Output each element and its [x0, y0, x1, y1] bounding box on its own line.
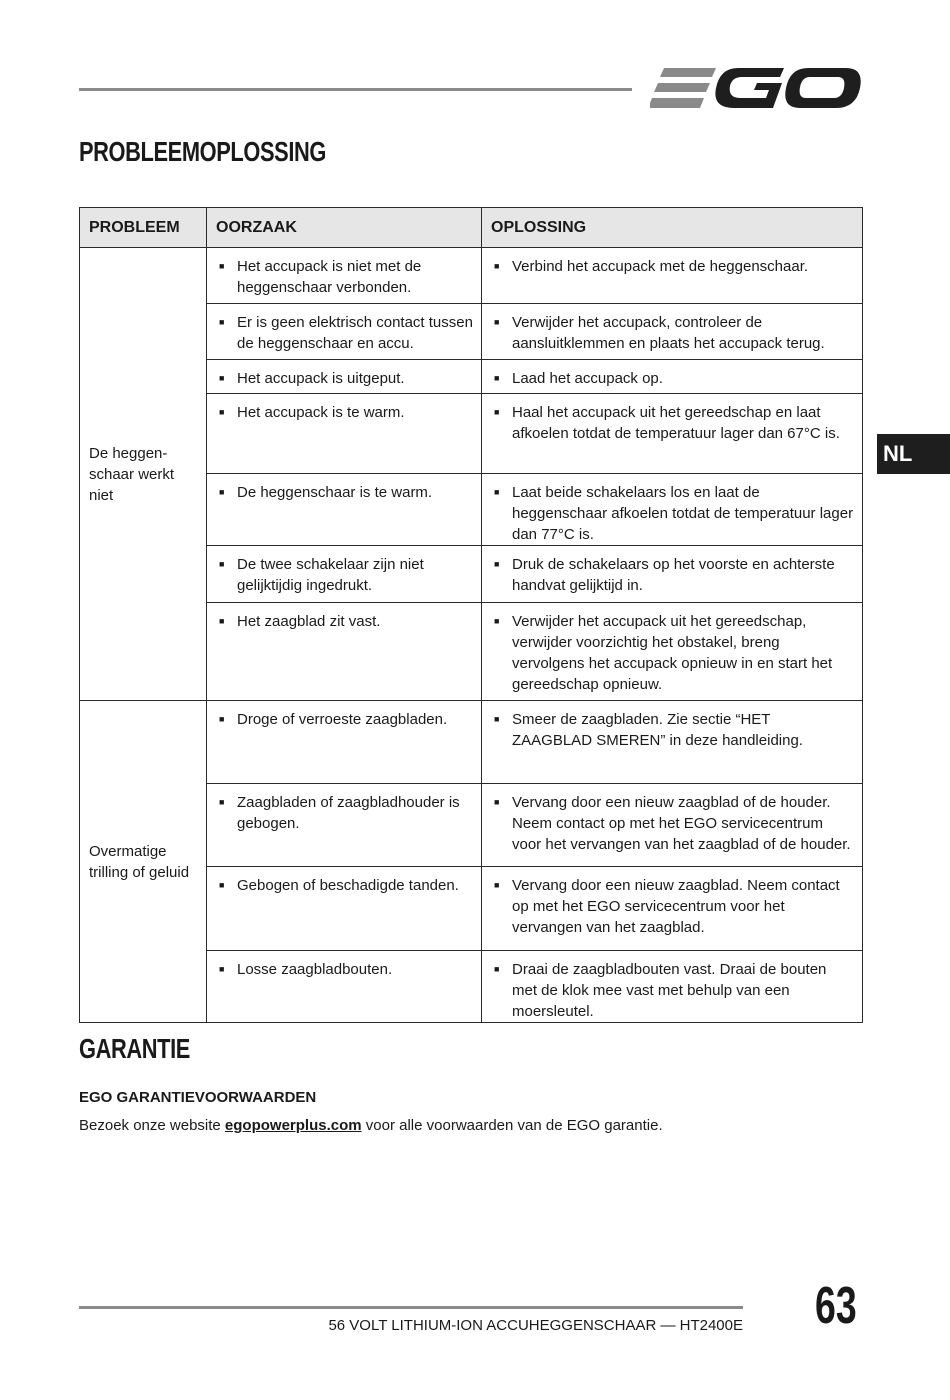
cause-text: Er is geen elektrisch contact tussen de heggenschaar en accu.	[237, 314, 473, 352]
header-solution: OPLOSSING	[482, 208, 863, 248]
cause-cell	[207, 603, 482, 701]
solution-cell	[482, 951, 863, 1023]
bullet-icon: ■	[494, 373, 500, 383]
bullet-icon: ■	[219, 797, 225, 807]
bullet-icon: ■	[219, 373, 225, 383]
bullet-icon: ■	[494, 616, 500, 626]
solution-cell	[482, 360, 863, 394]
solution-cell	[482, 474, 863, 546]
solution-text: Vervang door een nieuw zaagblad of de houder. Neem contact op met het EGO servicecentrum voor het vervangen van het zaagblad of de houder.	[512, 794, 851, 853]
cause-cell	[207, 546, 482, 603]
language-tab: NL	[877, 434, 950, 474]
solution-text: Smeer de zaagbladen. Zie sectie “HET ZAAGBLAD SMEREN” in deze handleiding.	[512, 711, 803, 749]
cause-cell	[207, 304, 482, 360]
ego-logo	[650, 62, 862, 114]
cause-cell	[207, 474, 482, 546]
warranty-text-after: voor alle voorwaarden van de EGO garantie.	[361, 1117, 663, 1134]
header-rule	[79, 88, 632, 91]
cause-text: Het zaagblad zit vast.	[237, 613, 381, 630]
solution-text: Verwijder het accupack, controleer de aansluitklemmen en plaats het accupack terug.	[512, 314, 825, 352]
cause-cell	[207, 951, 482, 1023]
solution-text: Haal het accupack uit het gereedschap en laat afkoelen totdat de temperatuur lager dan 67°C is.	[512, 404, 840, 442]
bullet-icon: ■	[494, 559, 500, 569]
warranty-paragraph	[79, 1117, 663, 1134]
solution-cell	[482, 546, 863, 603]
cause-cell	[207, 784, 482, 867]
troubleshooting-title: PROBLEEMOPLOSSING	[79, 136, 326, 167]
cause-text: Het accupack is niet met de heggenschaar verbonden.	[237, 258, 422, 296]
warranty-text-before: Bezoek onze website	[79, 1117, 225, 1134]
bullet-icon: ■	[219, 559, 225, 569]
bullet-icon: ■	[494, 487, 500, 497]
bullet-icon: ■	[494, 407, 500, 417]
problem-cell: De heggen- schaar werkt niet	[80, 248, 207, 701]
table-row	[80, 701, 863, 784]
solution-text: Verbind het accupack met de heggenschaar.	[512, 258, 809, 275]
footer-product-name: 56 VOLT LITHIUM-ION ACCUHEGGENSCHAAR — HT2400E	[328, 1317, 743, 1334]
bullet-icon: ■	[219, 964, 225, 974]
problem-cell: Overmatige trilling of geluid	[80, 701, 207, 1023]
cause-text: De heggenschaar is te warm.	[237, 484, 433, 501]
solution-text: Draai de zaagbladbouten vast. Draai de bouten met de klok mee vast met behulp van een moersleutel.	[512, 961, 827, 1020]
bullet-icon: ■	[219, 407, 225, 417]
solution-cell	[482, 784, 863, 867]
solution-text: Druk de schakelaars op het voorste en achterste handvat gelijktijd in.	[512, 556, 835, 594]
solution-cell	[482, 304, 863, 360]
solution-text: Laad het accupack op.	[512, 370, 663, 387]
cause-cell	[207, 248, 482, 304]
solution-text: Vervang door een nieuw zaagblad. Neem contact op met het EGO servicecentrum voor het vervangen van het zaagblad.	[512, 877, 840, 936]
cause-text: Het accupack is te warm.	[237, 404, 405, 421]
solution-cell	[482, 603, 863, 701]
bullet-icon: ■	[494, 261, 500, 271]
cause-cell	[207, 360, 482, 394]
footer-rule	[79, 1306, 743, 1309]
troubleshooting-table	[79, 207, 863, 1023]
cause-text: Zaagbladen of zaagbladhouder is gebogen.	[237, 794, 460, 832]
bullet-icon: ■	[494, 714, 500, 724]
cause-text: Losse zaagbladbouten.	[237, 961, 393, 978]
table-header-row	[80, 208, 863, 248]
bullet-icon: ■	[219, 616, 225, 626]
bullet-icon: ■	[219, 317, 225, 327]
svg-text:EGO: EGO	[650, 62, 653, 63]
solution-cell	[482, 248, 863, 304]
cause-text: Droge of verroeste zaagbladen.	[237, 711, 448, 728]
solution-cell	[482, 394, 863, 474]
solution-cell	[482, 867, 863, 951]
cause-text: Het accupack is uitgeput.	[237, 370, 405, 387]
bullet-icon: ■	[494, 317, 500, 327]
website-link[interactable]: egopowerplus.com	[224, 1117, 362, 1134]
cause-cell	[207, 867, 482, 951]
cause-cell	[207, 701, 482, 784]
cause-text: De twee schakelaar zijn niet gelijktijdig ingedrukt.	[237, 556, 424, 594]
cause-cell	[207, 394, 482, 474]
bullet-icon: ■	[494, 797, 500, 807]
header-cause: OORZAAK	[207, 208, 482, 248]
table-row	[80, 248, 863, 304]
solution-text: Verwijder het accupack uit het gereedschap, verwijder voorzichtig het obstakel, breng vervolgens het accupack opnieuw in en start het gereedschap opnieuw.	[512, 613, 833, 693]
bullet-icon: ■	[219, 487, 225, 497]
bullet-icon: ■	[494, 880, 500, 890]
bullet-icon: ■	[219, 880, 225, 890]
header-problem: PROBLEEM	[80, 208, 207, 248]
warranty-title: GARANTIE	[79, 1033, 190, 1064]
warranty-subtitle: EGO GARANTIEVOORWAARDEN	[79, 1089, 317, 1106]
bullet-icon: ■	[219, 261, 225, 271]
solution-cell	[482, 701, 863, 784]
page-number: 63	[815, 1277, 857, 1335]
bullet-icon: ■	[219, 714, 225, 724]
bullet-icon: ■	[494, 964, 500, 974]
cause-text: Gebogen of beschadigde tanden.	[237, 877, 459, 894]
solution-text: Laat beide schakelaars los en laat de heggenschaar afkoelen totdat de temperatuur lager dan 77°C is.	[512, 484, 854, 543]
